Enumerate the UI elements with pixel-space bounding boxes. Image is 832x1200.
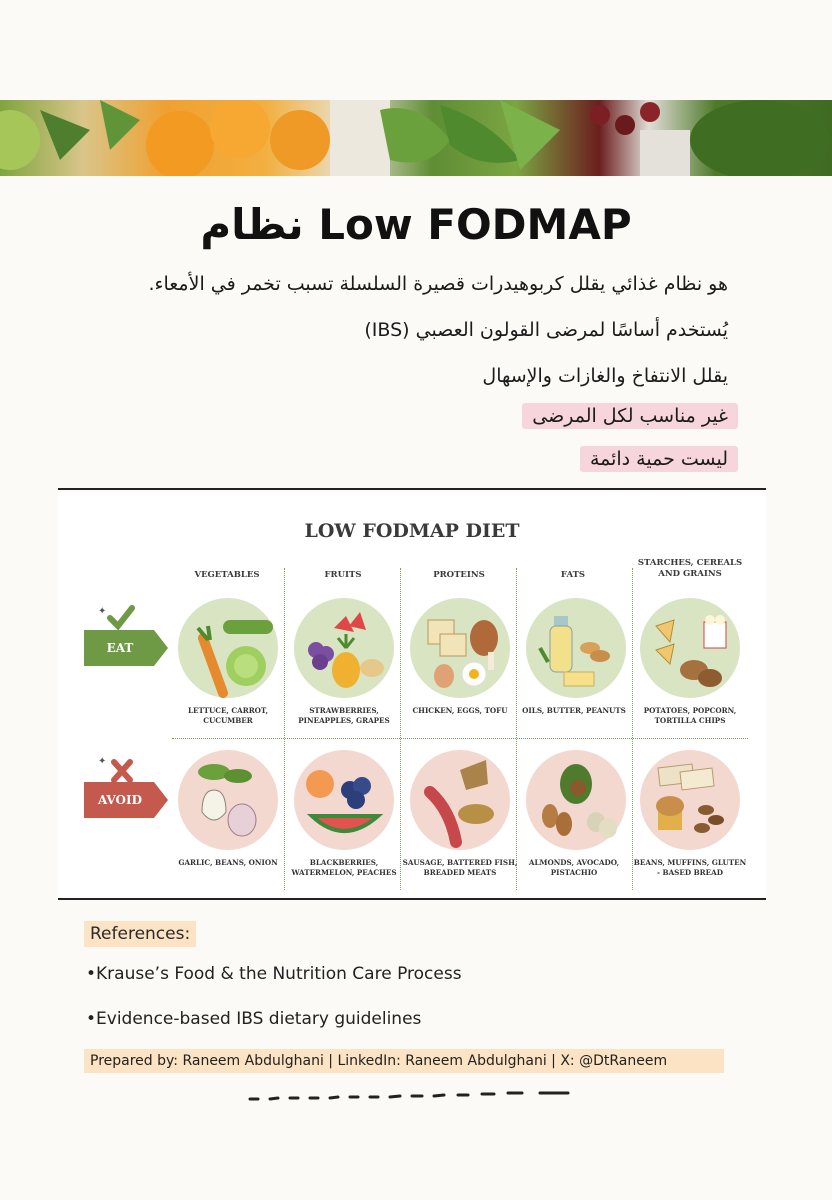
column-header-proteins: PROTEINS: [433, 570, 485, 580]
column-divider: [632, 568, 633, 890]
infographic-title: LOW FODMAP DIET: [304, 520, 520, 542]
decorative-dashes: [246, 1088, 576, 1104]
eat-caption-fats: OILS, BUTTER, PEANUTS: [522, 706, 626, 715]
eat-caption-starches: POTATOES, POPCORN, TORTILLA CHIPS: [643, 706, 737, 725]
svg-text:✦: ✦: [98, 756, 107, 767]
avoid-starches-illustration: [640, 750, 740, 850]
row-divider: [172, 738, 748, 739]
avoid-fruits-illustration: [294, 750, 394, 850]
cross-icon: [98, 754, 138, 786]
low-fodmap-infographic: [58, 492, 766, 898]
fats-illustration: [526, 598, 626, 698]
check-icon: [98, 604, 138, 634]
references-label: References:: [84, 921, 196, 947]
point-ibs-use: يُستخدم أساسًا لمرضى القولون العصبي (IBS): [364, 319, 728, 341]
top-divider: [58, 488, 766, 490]
avoid-tag: [84, 782, 168, 818]
column-header-fruits: FRUITS: [324, 570, 362, 580]
svg-text:✦: ✦: [98, 606, 107, 617]
column-divider: [516, 568, 517, 890]
produce-banner-image: [0, 100, 832, 176]
fruits-illustration: [294, 598, 394, 698]
column-header-starches: STARCHES, CEREALS AND GRAINS: [637, 558, 743, 579]
reference-item: •Krause’s Food & the Nutrition Care Process: [86, 964, 462, 984]
eat-caption-vegetables: LETTUCE, CARROT, CUCUMBER: [187, 706, 268, 725]
vegetables-illustration: [178, 598, 278, 698]
avoid-caption-proteins: SAUSAGE, BATTERED FISH, BREADED MEATS: [402, 858, 518, 877]
column-divider: [400, 568, 401, 890]
avoid-vegetables-illustration: [178, 750, 278, 850]
point-definition: هو نظام غذائي يقلل كربوهيدرات قصيرة السلسلة تسبب تخمر في الأمعاء.: [148, 273, 728, 295]
eat-label: EAT: [106, 641, 134, 655]
point-not-for-all: غير مناسب لكل المرضى: [522, 403, 738, 429]
avoid-caption-vegetables: GARLIC, BEANS, ONION: [178, 858, 278, 867]
eat-tag: [84, 630, 168, 666]
starches-illustration: [640, 598, 740, 698]
avoid-label: AVOID: [97, 793, 142, 807]
bottom-divider: [58, 898, 766, 900]
avoid-caption-fats: ALMONDS, AVOCADO, PISTACHIO: [528, 858, 620, 877]
page-title: نظام Low FODMAP: [200, 200, 632, 249]
proteins-illustration: [410, 598, 510, 698]
column-header-vegetables: VEGETABLES: [194, 570, 260, 580]
avoid-proteins-illustration: [410, 750, 510, 850]
reference-item: •Evidence-based IBS dietary guidelines: [86, 1009, 422, 1029]
eat-caption-proteins: CHICKEN, EGGS, TOFU: [412, 706, 508, 715]
avoid-fats-illustration: [526, 750, 626, 850]
point-not-permanent: ليست حمية دائمة: [580, 446, 738, 472]
column-divider: [284, 568, 285, 890]
point-reduces-symptoms: يقلل الانتفاخ والغازات والإسهال: [482, 365, 728, 387]
avoid-caption-starches: BEANS, MUFFINS, GLUTEN - BASED BREAD: [633, 858, 747, 877]
avoid-caption-fruits: BLACKBERRIES, WATERMELON, PEACHES: [291, 858, 397, 877]
eat-caption-fruits: STRAWBERRIES, PINEAPPLES, GRAPES: [298, 706, 390, 725]
prepared-by-credit: Prepared by: Raneem Abdulghani | LinkedIn: Raneem Abdulghani | X: @DtRaneem: [84, 1049, 724, 1073]
column-header-fats: FATS: [560, 570, 586, 580]
